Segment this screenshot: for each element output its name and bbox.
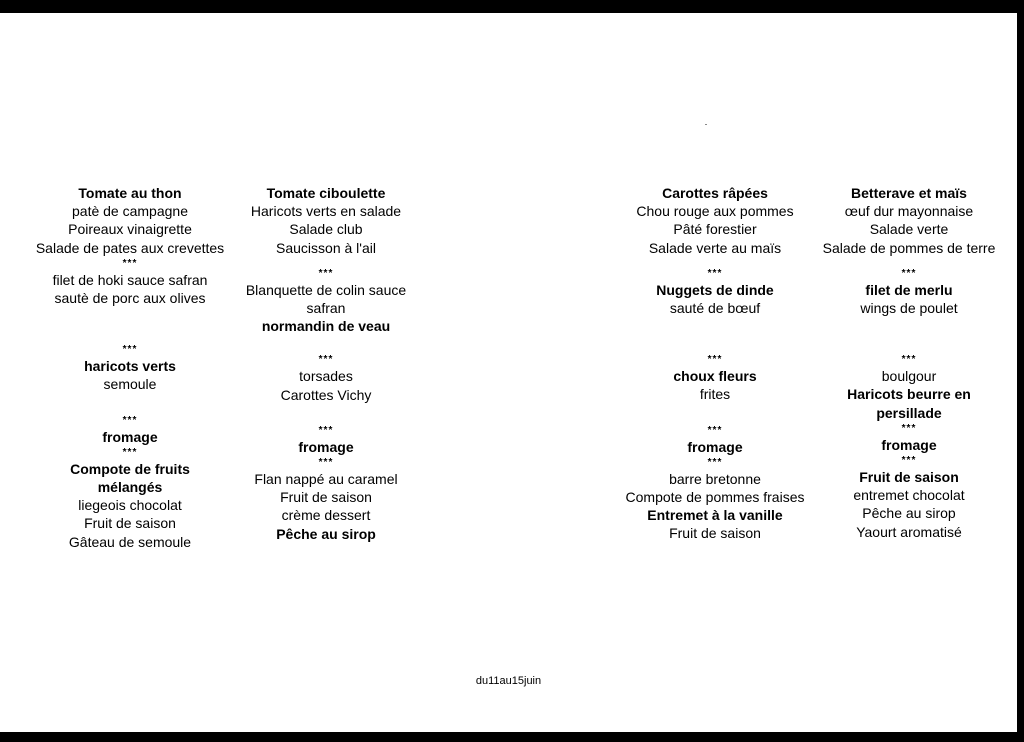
entree-item: Salade verte au maïs: [648, 239, 782, 256]
accompagnement-item: semoule: [103, 376, 157, 393]
menu-day-1: [30, 184, 230, 551]
dessert-item: Fruit de saison: [859, 469, 959, 486]
menu-sheet: [0, 13, 1017, 732]
separator: ***: [901, 354, 917, 366]
separator: ***: [122, 446, 138, 458]
accompagnement-item: Carottes Vichy: [280, 386, 372, 403]
dessert-item: Fruit de saison: [84, 515, 176, 532]
plat-item: normandin de veau: [261, 318, 391, 335]
entree-item: Saucisson à l'ail: [276, 239, 376, 256]
dessert-item: Compote de fruits mélangés: [70, 460, 190, 496]
plat-item: wings de poulet: [860, 300, 958, 317]
entree-item: Carottes râpées: [662, 185, 768, 201]
separator: ***: [122, 344, 138, 356]
accompagnement-item: Haricots beurre en persillade: [847, 386, 971, 421]
separator: ***: [901, 455, 917, 467]
separator: ***: [707, 354, 723, 366]
menu-day-2: [226, 184, 426, 543]
dessert-item: Yaourt aromatisé: [856, 523, 962, 540]
dessert-item: Fruit de saison: [669, 525, 761, 542]
accompagnement-item: frites: [699, 386, 731, 403]
menu-day-4: [809, 184, 1009, 541]
entree-item: Poireaux vinaigrette: [68, 221, 192, 238]
dessert-item: entremet chocolat: [853, 487, 965, 504]
fromage-item: fromage: [881, 436, 937, 453]
dessert-item: barre bretonne: [669, 470, 761, 487]
separator: ***: [122, 257, 138, 269]
plat-item: sautè de porc aux olives: [54, 290, 206, 307]
separator: ***: [707, 424, 723, 436]
separator: ***: [318, 267, 334, 279]
entree-item: Betterave et maïs: [851, 185, 967, 201]
separator: ***: [707, 267, 723, 279]
entree-item: patè de campagne: [72, 203, 188, 220]
dessert-item: Pêche au sirop: [862, 505, 956, 522]
plat-item: filet de hoki sauce safran: [52, 271, 208, 288]
accompagnement-item: boulgour: [881, 368, 937, 385]
separator: ***: [318, 457, 334, 469]
entree-item: Salade de pommes de terre: [822, 239, 996, 256]
plat-item: filet de merlu: [865, 281, 953, 298]
separator: ***: [901, 422, 917, 434]
dessert-item: crème dessert: [281, 507, 371, 524]
accompagnement-item: torsades: [299, 368, 353, 385]
dessert-item: Flan nappé au caramel: [254, 471, 398, 488]
plat-item: Blanquette de colin sauce safran: [245, 281, 407, 317]
menu-day-3: [615, 184, 815, 543]
entree-item: Salade verte: [869, 221, 949, 238]
fromage-item: fromage: [102, 428, 158, 445]
entree-item: œuf dur mayonnaise: [844, 203, 974, 220]
entree-item: Pâté forestier: [673, 221, 757, 238]
week-label: du11au15juin: [475, 675, 542, 687]
separator: ***: [901, 267, 917, 279]
separator: ***: [707, 456, 723, 468]
dessert-item: Fruit de saison: [280, 489, 372, 506]
separator: ***: [318, 424, 334, 436]
dessert-item: Pêche au sirop: [276, 525, 376, 542]
entree-item: Tomate ciboulette: [266, 185, 386, 201]
accompagnement-item: haricots verts: [84, 358, 176, 375]
entree-item: Salade de pates aux crevettes: [35, 239, 225, 256]
separator: ***: [318, 354, 334, 366]
dessert-item: Compote de pommes fraises: [625, 489, 805, 506]
entree-item: Haricots verts en salade: [250, 203, 402, 220]
fromage-item: fromage: [298, 438, 354, 455]
accompagnement-item: choux fleurs: [673, 368, 757, 385]
dessert-item: Entremet à la vanille: [647, 507, 783, 524]
dessert-item: Gâteau de semoule: [68, 533, 192, 550]
plat-item: sauté de bœuf: [669, 300, 761, 317]
entree-item: Tomate au thon: [78, 185, 182, 201]
dessert-item: liegeois chocolat: [78, 497, 182, 514]
separator: ***: [122, 414, 138, 426]
entree-item: Salade club: [289, 221, 363, 238]
fromage-item: fromage: [687, 438, 743, 455]
entree-item: Chou rouge aux pommes: [636, 203, 794, 220]
scan-speck: [705, 124, 707, 125]
plat-item: Nuggets de dinde: [656, 281, 774, 298]
